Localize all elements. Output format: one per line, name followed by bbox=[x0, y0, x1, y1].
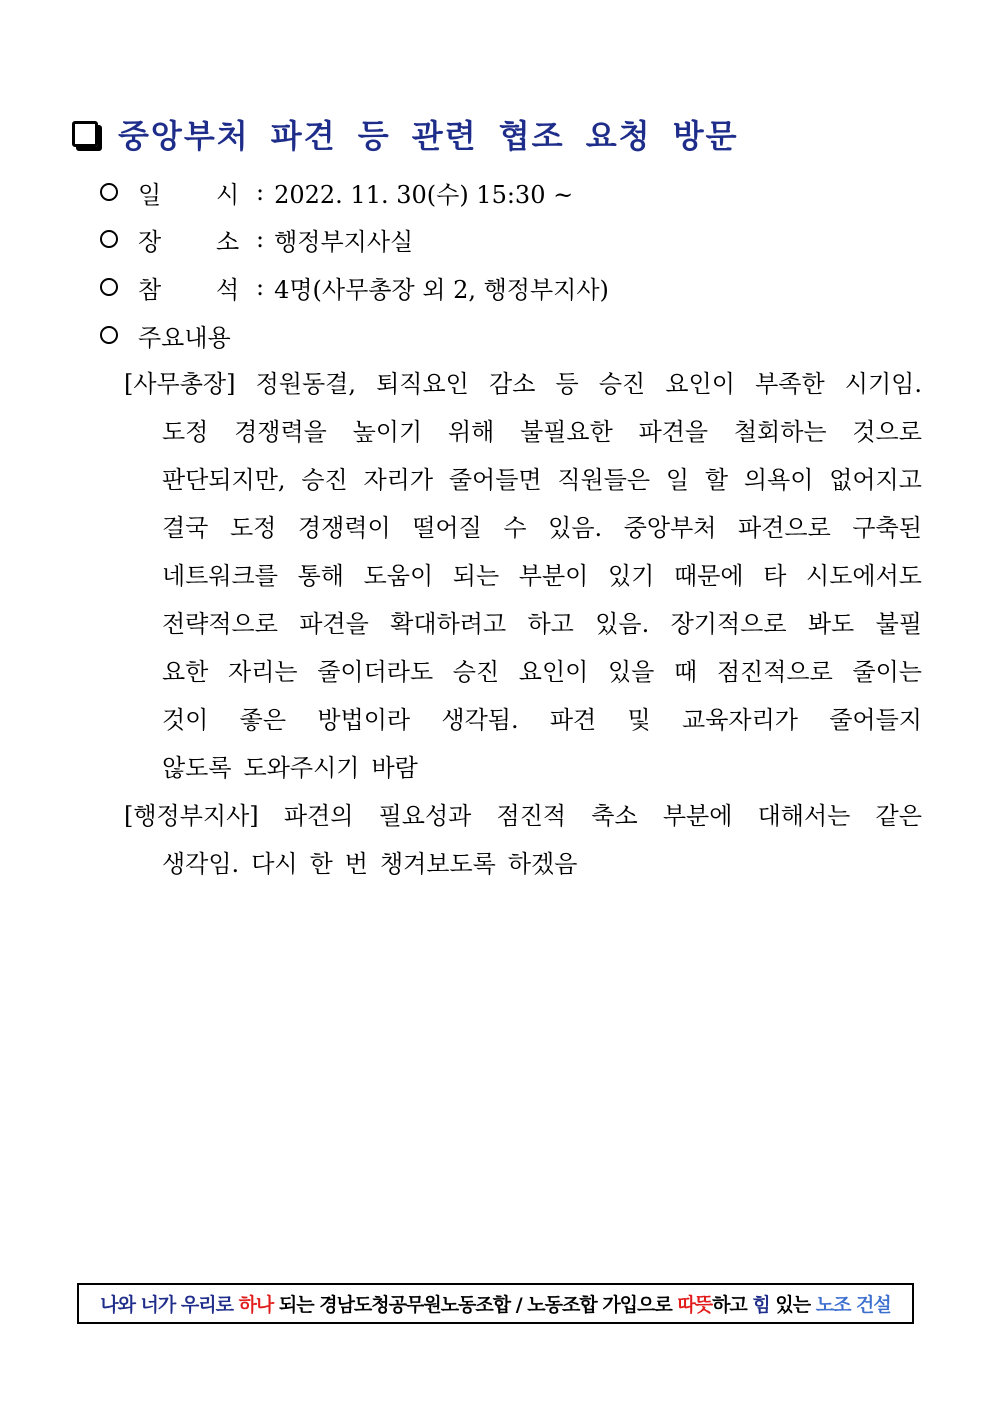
paragraph-word: 퇴직요인 bbox=[376, 370, 469, 398]
paragraph-word: 때 bbox=[674, 658, 698, 686]
info-label-first: 장 bbox=[138, 227, 162, 256]
paragraph-word: 같은 bbox=[875, 802, 922, 830]
paragraph-word: 요인이 bbox=[518, 658, 589, 686]
paragraph-word: 도정 bbox=[229, 514, 277, 542]
paragraph-word: 방법이라 bbox=[317, 706, 411, 734]
paragraph-word: 자리가 bbox=[363, 466, 434, 494]
paragraph-word: 축소 bbox=[591, 802, 638, 830]
paragraph-word: 요한 bbox=[162, 658, 209, 686]
paragraph-word: 위해 bbox=[447, 418, 495, 446]
paragraph-word: 통해 bbox=[297, 562, 344, 590]
footer-segment: 노조 건설 bbox=[815, 1294, 891, 1316]
paragraph-word: 파견의 bbox=[283, 802, 354, 830]
paragraph-word: 되는 bbox=[452, 562, 500, 590]
paragraph-word: 하고 bbox=[527, 610, 574, 638]
paragraph-line bbox=[124, 792, 922, 840]
footer-segment: 나와 너가 우리로 bbox=[100, 1294, 239, 1316]
paragraph-word: 장기적으로 bbox=[670, 610, 787, 638]
info-label-second: 소 bbox=[216, 227, 240, 256]
paragraph-word: 파견을 bbox=[638, 418, 709, 446]
paragraph-word: 것이 bbox=[162, 706, 209, 734]
paragraph-word: 필요성과 bbox=[378, 802, 472, 830]
paragraph-word: 불필요한 bbox=[520, 418, 613, 446]
page-title: 중앙부처 파견 등 관련 협조 요청 방문 bbox=[118, 117, 739, 155]
paragraph-word: 점진적으로 bbox=[716, 658, 833, 686]
paragraph-line bbox=[124, 600, 922, 648]
paragraph-word: 부족한 bbox=[755, 370, 825, 398]
paragraph-word: 생각됨. bbox=[441, 706, 519, 734]
paragraph-word: 교육자리가 bbox=[682, 706, 798, 734]
info-row-date bbox=[100, 172, 573, 212]
paragraph-word: 감소 bbox=[489, 370, 536, 398]
paragraph-word: 있음. bbox=[595, 610, 650, 638]
circle-bullet-icon bbox=[100, 326, 118, 344]
paragraph-word: 시도에서도 bbox=[806, 562, 922, 590]
paragraph-word: 승진 bbox=[598, 370, 646, 398]
checkbox-square-icon bbox=[72, 121, 98, 147]
paragraph-word: 챙겨보도록 bbox=[379, 850, 496, 878]
info-label-second: 석 bbox=[216, 275, 240, 304]
paragraph-word: 때문에 bbox=[674, 562, 744, 590]
paragraph-word: 승진 bbox=[301, 466, 348, 494]
paragraph-word: 도움이 bbox=[363, 562, 434, 590]
paragraph-line bbox=[124, 840, 922, 888]
paragraph-word: 파견 bbox=[549, 706, 597, 734]
paragraph-word: 좋은 bbox=[239, 706, 287, 734]
paragraph-word: 있기 bbox=[608, 562, 655, 590]
circle-bullet-icon bbox=[100, 183, 118, 201]
paragraph-word: 줄이더라도 bbox=[317, 658, 434, 686]
paragraph-word: 줄어들지 bbox=[829, 706, 922, 734]
paragraph-word: 도정 bbox=[162, 418, 209, 446]
paragraph-word: 봐도 bbox=[807, 610, 855, 638]
info-label-second: 시 bbox=[216, 180, 240, 209]
footer-segment: 되는 경남도청공무원노동조합 / 노동조합 가입으로 bbox=[273, 1294, 678, 1316]
paragraph-word: 있을 bbox=[608, 658, 655, 686]
paragraph-word: 있음. bbox=[548, 514, 603, 542]
footer-segment: 하나 bbox=[238, 1294, 274, 1316]
paragraph-word: 다시 bbox=[251, 850, 298, 878]
paragraph-word: 경쟁력을 bbox=[234, 418, 327, 446]
paragraph-word: 의욕이 bbox=[743, 466, 814, 494]
info-value: 2022. 11. 30(수) 15:30 ~ bbox=[274, 180, 574, 209]
paragraph-word: 철회하는 bbox=[733, 418, 827, 446]
paragraph-word: 부분에 bbox=[662, 802, 733, 830]
info-separator: : bbox=[256, 273, 265, 301]
paragraph-word: 파견으로 bbox=[738, 514, 831, 542]
info-label-first: 참 bbox=[138, 275, 162, 304]
paragraph-line bbox=[124, 744, 922, 792]
paragraph-word: [행정부지사] bbox=[124, 802, 259, 830]
info-row-attendees bbox=[100, 267, 609, 307]
paragraph-word: 도와주시기 bbox=[243, 754, 360, 782]
paragraph-line bbox=[124, 696, 922, 744]
info-separator: : bbox=[256, 178, 265, 206]
paragraph-word: 등 bbox=[555, 370, 579, 398]
paragraph-line bbox=[124, 360, 922, 408]
paragraph-word: 시기임. bbox=[844, 370, 922, 398]
paragraph-word: 확대하려고 bbox=[390, 610, 507, 638]
paragraph-word: 부분이 bbox=[518, 562, 589, 590]
paragraph-word: 자리는 bbox=[228, 658, 298, 686]
paragraph-line bbox=[124, 456, 922, 504]
paragraph-line bbox=[124, 408, 922, 456]
paragraph-word: 바람 bbox=[371, 754, 418, 782]
paragraph-word: 구축된 bbox=[852, 514, 922, 542]
paragraph-word: 중앙부처 bbox=[623, 514, 717, 542]
paragraph-line bbox=[124, 648, 922, 696]
paragraph-word: 불필 bbox=[875, 610, 922, 638]
statement-secretary-general bbox=[124, 360, 922, 792]
paragraph-word: 요인이 bbox=[665, 370, 735, 398]
paragraph-word: 대해서는 bbox=[757, 802, 851, 830]
footer-segment: 있는 bbox=[769, 1294, 816, 1316]
paragraph-word: 직원들은 bbox=[557, 466, 651, 494]
info-row-place bbox=[100, 219, 413, 259]
footer-slogan-banner bbox=[77, 1283, 914, 1324]
info-value: 행정부지사실 bbox=[274, 227, 414, 256]
paragraph-word: 파견을 bbox=[299, 610, 369, 638]
paragraph-word: 결국 bbox=[162, 514, 209, 542]
paragraph-word: 것으로 bbox=[852, 418, 922, 446]
paragraph-word: 줄이는 bbox=[852, 658, 922, 686]
paragraph-word: [사무총장] bbox=[124, 370, 236, 398]
paragraph-word: 네트워크를 bbox=[162, 562, 278, 590]
paragraph-word: 없어지고 bbox=[829, 466, 922, 494]
paragraph-word: 번 bbox=[344, 850, 368, 878]
paragraph-line bbox=[124, 552, 922, 600]
paragraph-word: 및 bbox=[627, 706, 651, 734]
footer-segment: 하고 bbox=[712, 1294, 753, 1316]
paragraph-word: 높이기 bbox=[352, 418, 423, 446]
section-heading bbox=[70, 108, 739, 160]
footer-segment: 따뜻 bbox=[677, 1294, 713, 1316]
paragraph-word: 경쟁력이 bbox=[297, 514, 391, 542]
paragraph-word: 승진 bbox=[452, 658, 500, 686]
paragraph-word: 수 bbox=[503, 514, 527, 542]
paragraph-word: 줄어들면 bbox=[448, 466, 542, 494]
paragraph-word: 한 bbox=[309, 850, 333, 878]
section-label: 주요내용 bbox=[138, 323, 231, 352]
paragraph-word: 타 bbox=[763, 562, 787, 590]
paragraph-word: 전략적으로 bbox=[162, 610, 278, 638]
circle-bullet-icon bbox=[100, 278, 118, 296]
info-row-main-content bbox=[100, 315, 231, 355]
paragraph-word: 않도록 bbox=[162, 754, 232, 782]
paragraph-word: 생각임. bbox=[162, 850, 240, 878]
circle-bullet-icon bbox=[100, 230, 118, 248]
paragraph-word: 일 bbox=[665, 466, 690, 494]
info-separator: : bbox=[256, 225, 265, 253]
paragraph-word: 점진적 bbox=[496, 802, 567, 830]
paragraph-word: 정원동결, bbox=[255, 370, 356, 398]
paragraph-word: 떨어질 bbox=[412, 514, 482, 542]
paragraph-word: 판단되지만, bbox=[162, 466, 286, 494]
paragraph-line bbox=[124, 504, 922, 552]
info-label-first: 일 bbox=[138, 180, 162, 209]
statement-vice-governor bbox=[124, 792, 922, 888]
footer-segment: 힘 bbox=[752, 1294, 770, 1316]
info-value: 4명(사무총장 외 2, 행정부지사) bbox=[274, 275, 609, 304]
paragraph-word: 할 bbox=[704, 466, 729, 494]
paragraph-word: 하겠음 bbox=[507, 850, 578, 878]
